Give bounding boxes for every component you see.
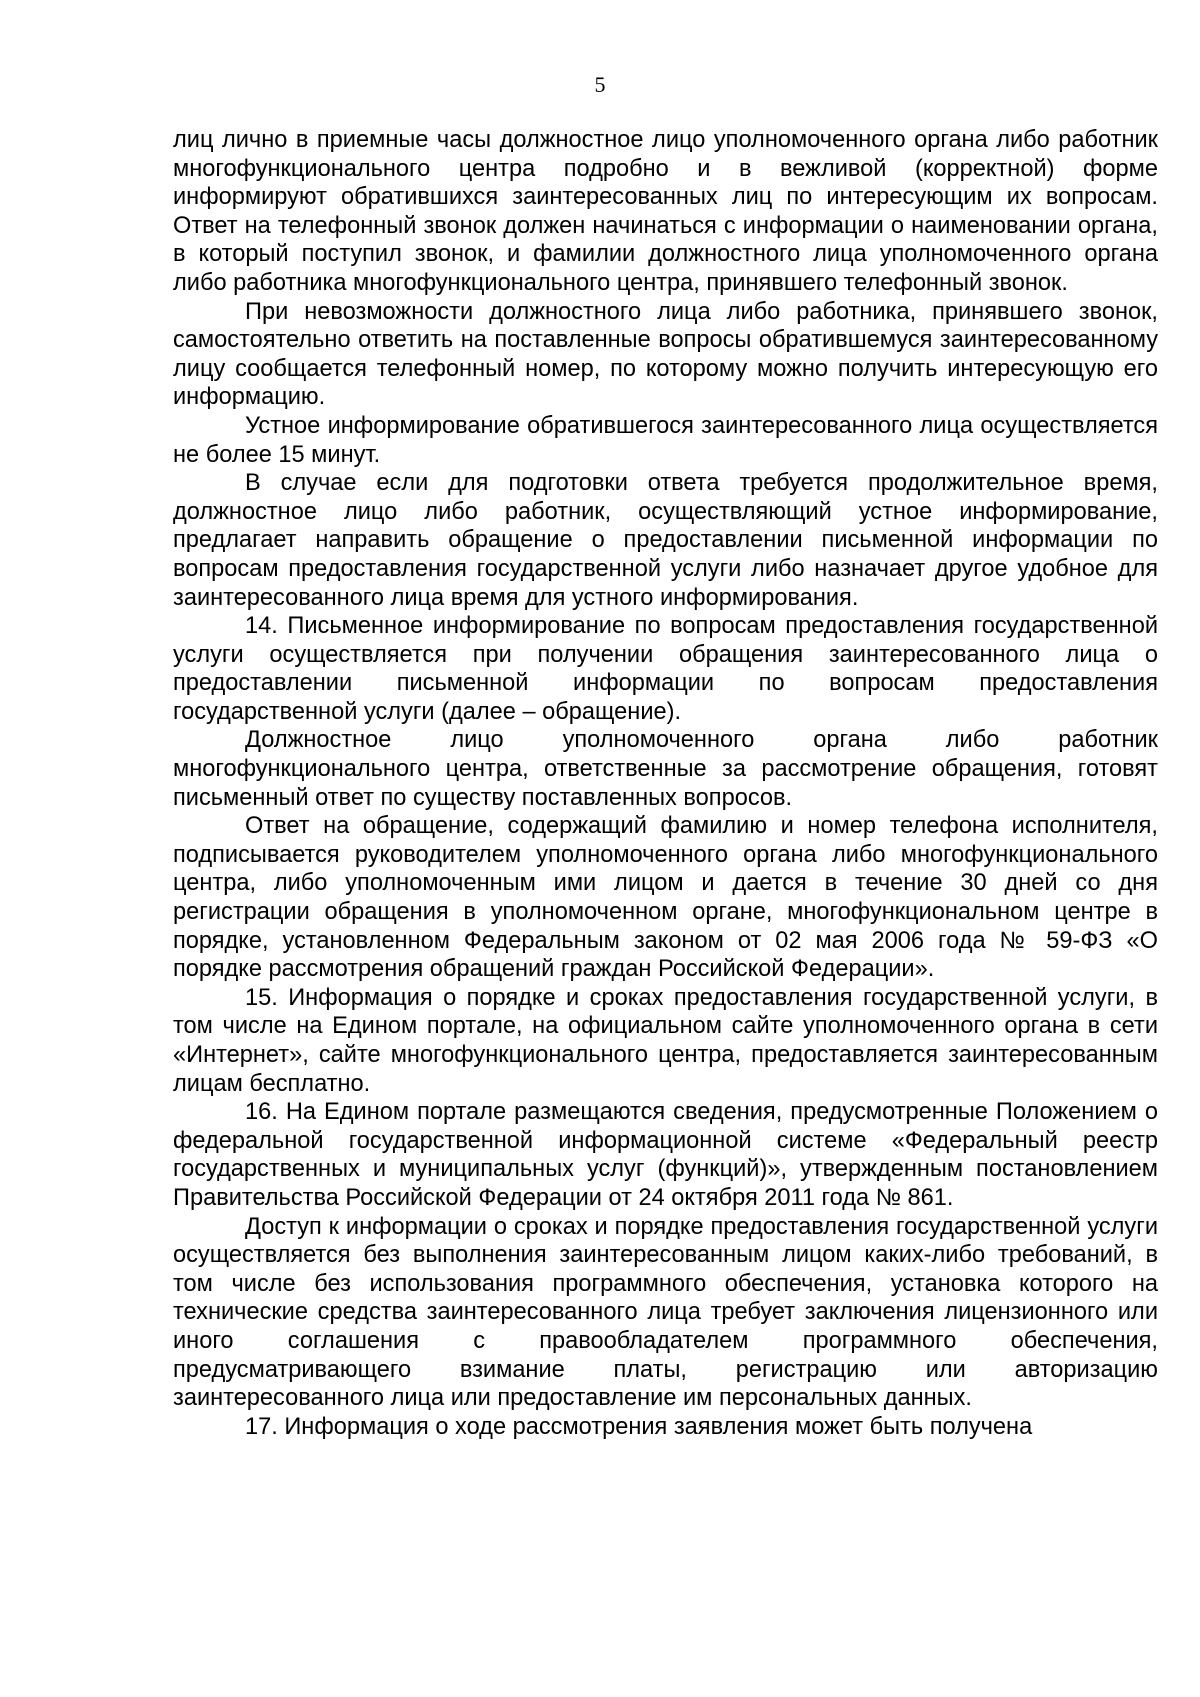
paragraph-written-answer: Должностное лицо уполномоченного органа либо работник многофункционального центра, ответственные за рассмотрение обращения, готовят письменный ответ по существу поставленных вопросов. — [173, 727, 1158, 811]
page-number: 5 — [594, 72, 606, 97]
paragraph-item-16: 16. На Едином портале размещаются сведения, предусмотренные Положением о федеральной государственной информационной системе «Федеральный реестр государственных и муниципальных услуг (функций)», утвержденным постановлением Правительства Российской Федерации от 24 октября 2011 года № 861. — [173, 1099, 1158, 1211]
paragraph-extended-time: В случае если для подготовки ответа требуется продолжительное время, должностное лицо либо работник, осуществляющий устное информирование, предлагает направить обращение о предоставлении письменной информации по вопросам предоставления государственной услуги либо назначает другое удобное для заинтересованного лица время для устного информирования. — [173, 470, 1158, 611]
paragraph-item-17: 17. Информация о ходе рассмотрения заявления может быть получена — [245, 1413, 1033, 1440]
paragraph-answer-signature: Ответ на обращение, содержащий фамилию и номер телефона исполнителя, подписывается руководителем уполномоченного органа либо многофункционального центра, либо уполномоченным ими лицом и дается в течение 30 дней со дня регистрации обращения в уполномоченном органе, многофункциональном центре в порядке, установленном Федеральным законом от 02 мая 2006 года № 59-ФЗ «О порядке рассмотрения обращений граждан Российской Федерации». — [173, 813, 1158, 983]
paragraph-item-14: 14. Письменное информирование по вопросам предоставления государственной услуги осуществляется при получении обращения заинтересованного лица о предоставлении письменной информации по вопросам предоставления государственной услуги (далее – обращение). — [173, 613, 1158, 725]
paragraph-continuation: лиц лично в приемные часы должностное лицо уполномоченного органа либо работник многофункционального центра подробно и в вежливой (корректной) форме информируют обратившихся заинтересованных лиц по интересующим их вопросам. Ответ на телефонный звонок должен начинаться с информации о наименовании органа, в который поступил звонок, и фамилии должностного лица уполномоченного органа либо работника многофункционального центра, принявшего телефонный звонок. — [173, 127, 1158, 296]
paragraph-item-15: 15. Информация о порядке и сроках предоставления государственной услуги, в том числе на Едином портале, на официальном сайте уполномоченного органа в сети «Интернет», сайте многофункционального центра, предоставляется заинтересованным лицам бесплатно. — [173, 984, 1158, 1097]
document-body — [173, 126, 1158, 1441]
paragraph-oral-duration: Устное информирование обратившегося заинтересованного лица осуществляется не более 15 минут. — [173, 412, 1158, 468]
paragraph-phone-redirect: При невозможности должностного лица либо работника, принявшего звонок, самостоятельно ответить на поставленные вопросы обратившемуся заинтересованному лицу сообщается телефонный номер, по которому можно получить интересующую его информацию. — [173, 298, 1158, 411]
paragraph-access: Доступ к информации о сроках и порядке предоставления государственной услуги осуществляется без выполнения заинтересованным лицом каких-либо требований, в том числе без использования программного обеспечения, установка которого на технические средства заинтересованного лица требует заключения лицензионного или иного соглашения с правообладателем программного обеспечения, предусматривающего взимание платы, регистрацию или авторизацию заинтересованного лица или предоставление им персональных данных. — [173, 1213, 1158, 1412]
